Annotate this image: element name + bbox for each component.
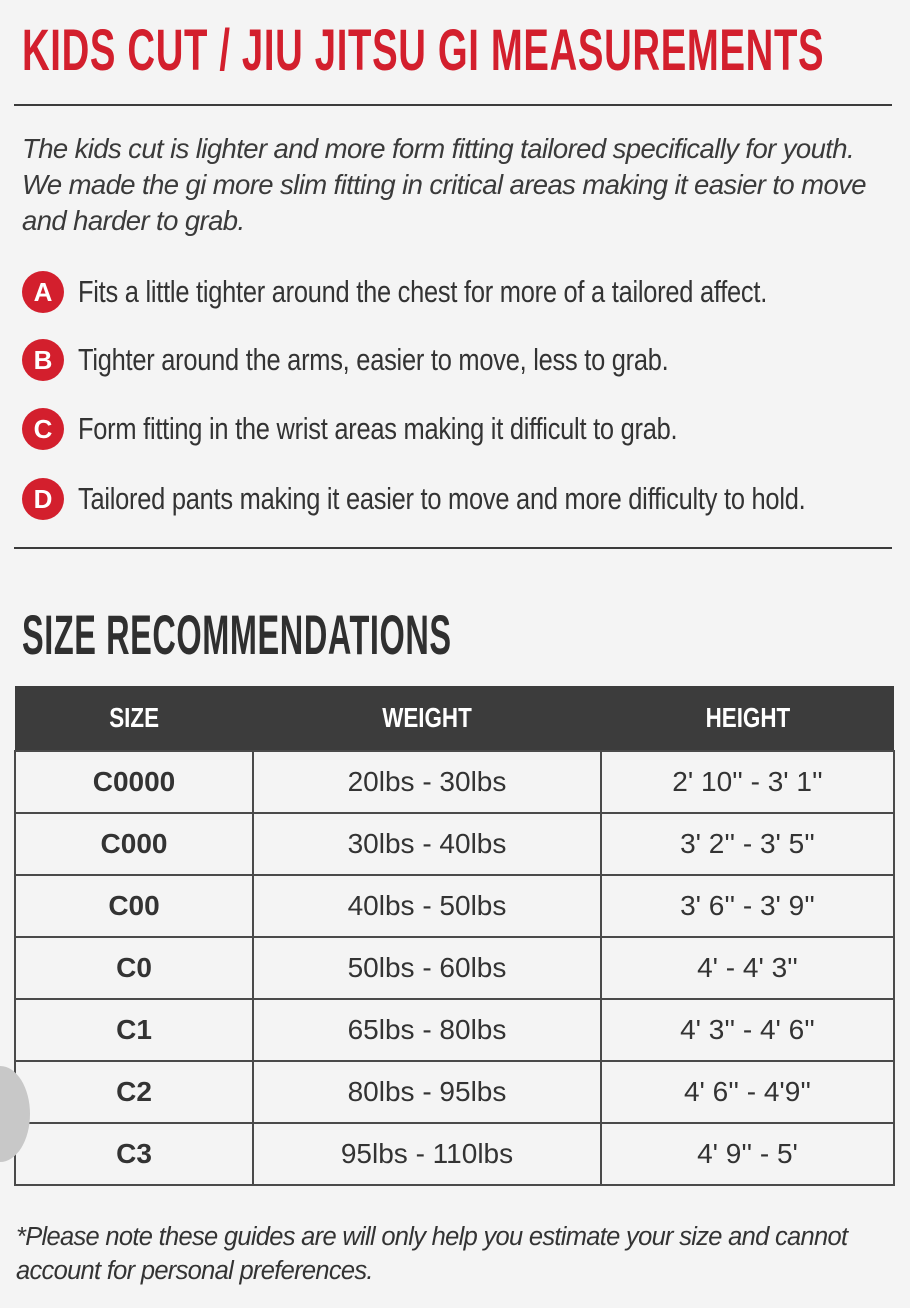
height-cell: 3' 2'' - 3' 5'' xyxy=(601,813,894,875)
weight-cell: 20lbs - 30lbs xyxy=(253,751,601,813)
size-cell: C1 xyxy=(15,999,253,1061)
table-row xyxy=(15,999,894,1061)
feature-text: Tailored pants making it easier to move and more difficulty to hold. xyxy=(78,481,806,516)
feature-item-c xyxy=(22,407,809,451)
weight-cell: 80lbs - 95lbs xyxy=(253,1061,601,1123)
table-row xyxy=(15,813,894,875)
size-cell: C0000 xyxy=(15,751,253,813)
table-header-row xyxy=(15,686,894,751)
weight-cell: 95lbs - 110lbs xyxy=(253,1123,601,1185)
feature-text: Tighter around the arms, easier to move, less to grab. xyxy=(78,342,669,377)
feature-item-d xyxy=(22,477,910,521)
table-row xyxy=(15,1061,894,1123)
size-recommendations-title: SIZE RECOMMENDATIONS xyxy=(22,603,452,666)
column-header-height: HEIGHT xyxy=(601,686,894,751)
letter-d-badge-icon: D xyxy=(22,478,64,520)
intro-text: The kids cut is lighter and more form fitting tailored specifically for youth. We made the gi more slim fitting in critical areas making it easier to move and harder to grab. xyxy=(22,133,866,236)
size-cell: C0 xyxy=(15,937,253,999)
height-cell: 4' 6'' - 4'9'' xyxy=(601,1061,894,1123)
footnote: *Please note these guides are will only help you estimate your size and cannot account for personal preferences. xyxy=(16,1223,848,1285)
size-table xyxy=(14,686,895,1186)
height-cell: 4' 9'' - 5' xyxy=(601,1123,894,1185)
column-header-weight: WEIGHT xyxy=(253,686,601,751)
size-cell: C00 xyxy=(15,875,253,937)
size-cell: C000 xyxy=(15,813,253,875)
feature-item-b xyxy=(22,338,798,382)
letter-b-badge-icon: B xyxy=(22,339,64,381)
divider-top xyxy=(14,104,892,106)
column-header-size: SIZE xyxy=(15,686,253,751)
table-row xyxy=(15,937,894,999)
weight-cell: 30lbs - 40lbs xyxy=(253,813,601,875)
weight-cell: 50lbs - 60lbs xyxy=(253,937,601,999)
table-row xyxy=(15,875,894,937)
feature-text: Fits a little tighter around the chest for more of a tailored affect. xyxy=(78,274,768,309)
letter-c-badge-icon: C xyxy=(22,408,64,450)
feature-text: Form fitting in the wrist areas making it difficult to grab. xyxy=(78,411,678,446)
height-cell: 2' 10'' - 3' 1'' xyxy=(601,751,894,813)
weight-cell: 65lbs - 80lbs xyxy=(253,999,601,1061)
table-row xyxy=(15,751,894,813)
height-cell: 4' - 4' 3'' xyxy=(601,937,894,999)
height-cell: 3' 6'' - 3' 9'' xyxy=(601,875,894,937)
letter-a-badge-icon: A xyxy=(22,271,64,313)
page-title: KIDS CUT / JIU JITSU GI MEASUREMENTS xyxy=(22,18,825,83)
weight-cell: 40lbs - 50lbs xyxy=(253,875,601,937)
height-cell: 4' 3'' - 4' 6'' xyxy=(601,999,894,1061)
size-cell: C2 xyxy=(15,1061,253,1123)
feature-item-a xyxy=(22,270,910,314)
divider-middle xyxy=(14,547,892,549)
size-cell: C3 xyxy=(15,1123,253,1185)
table-row xyxy=(15,1123,894,1185)
